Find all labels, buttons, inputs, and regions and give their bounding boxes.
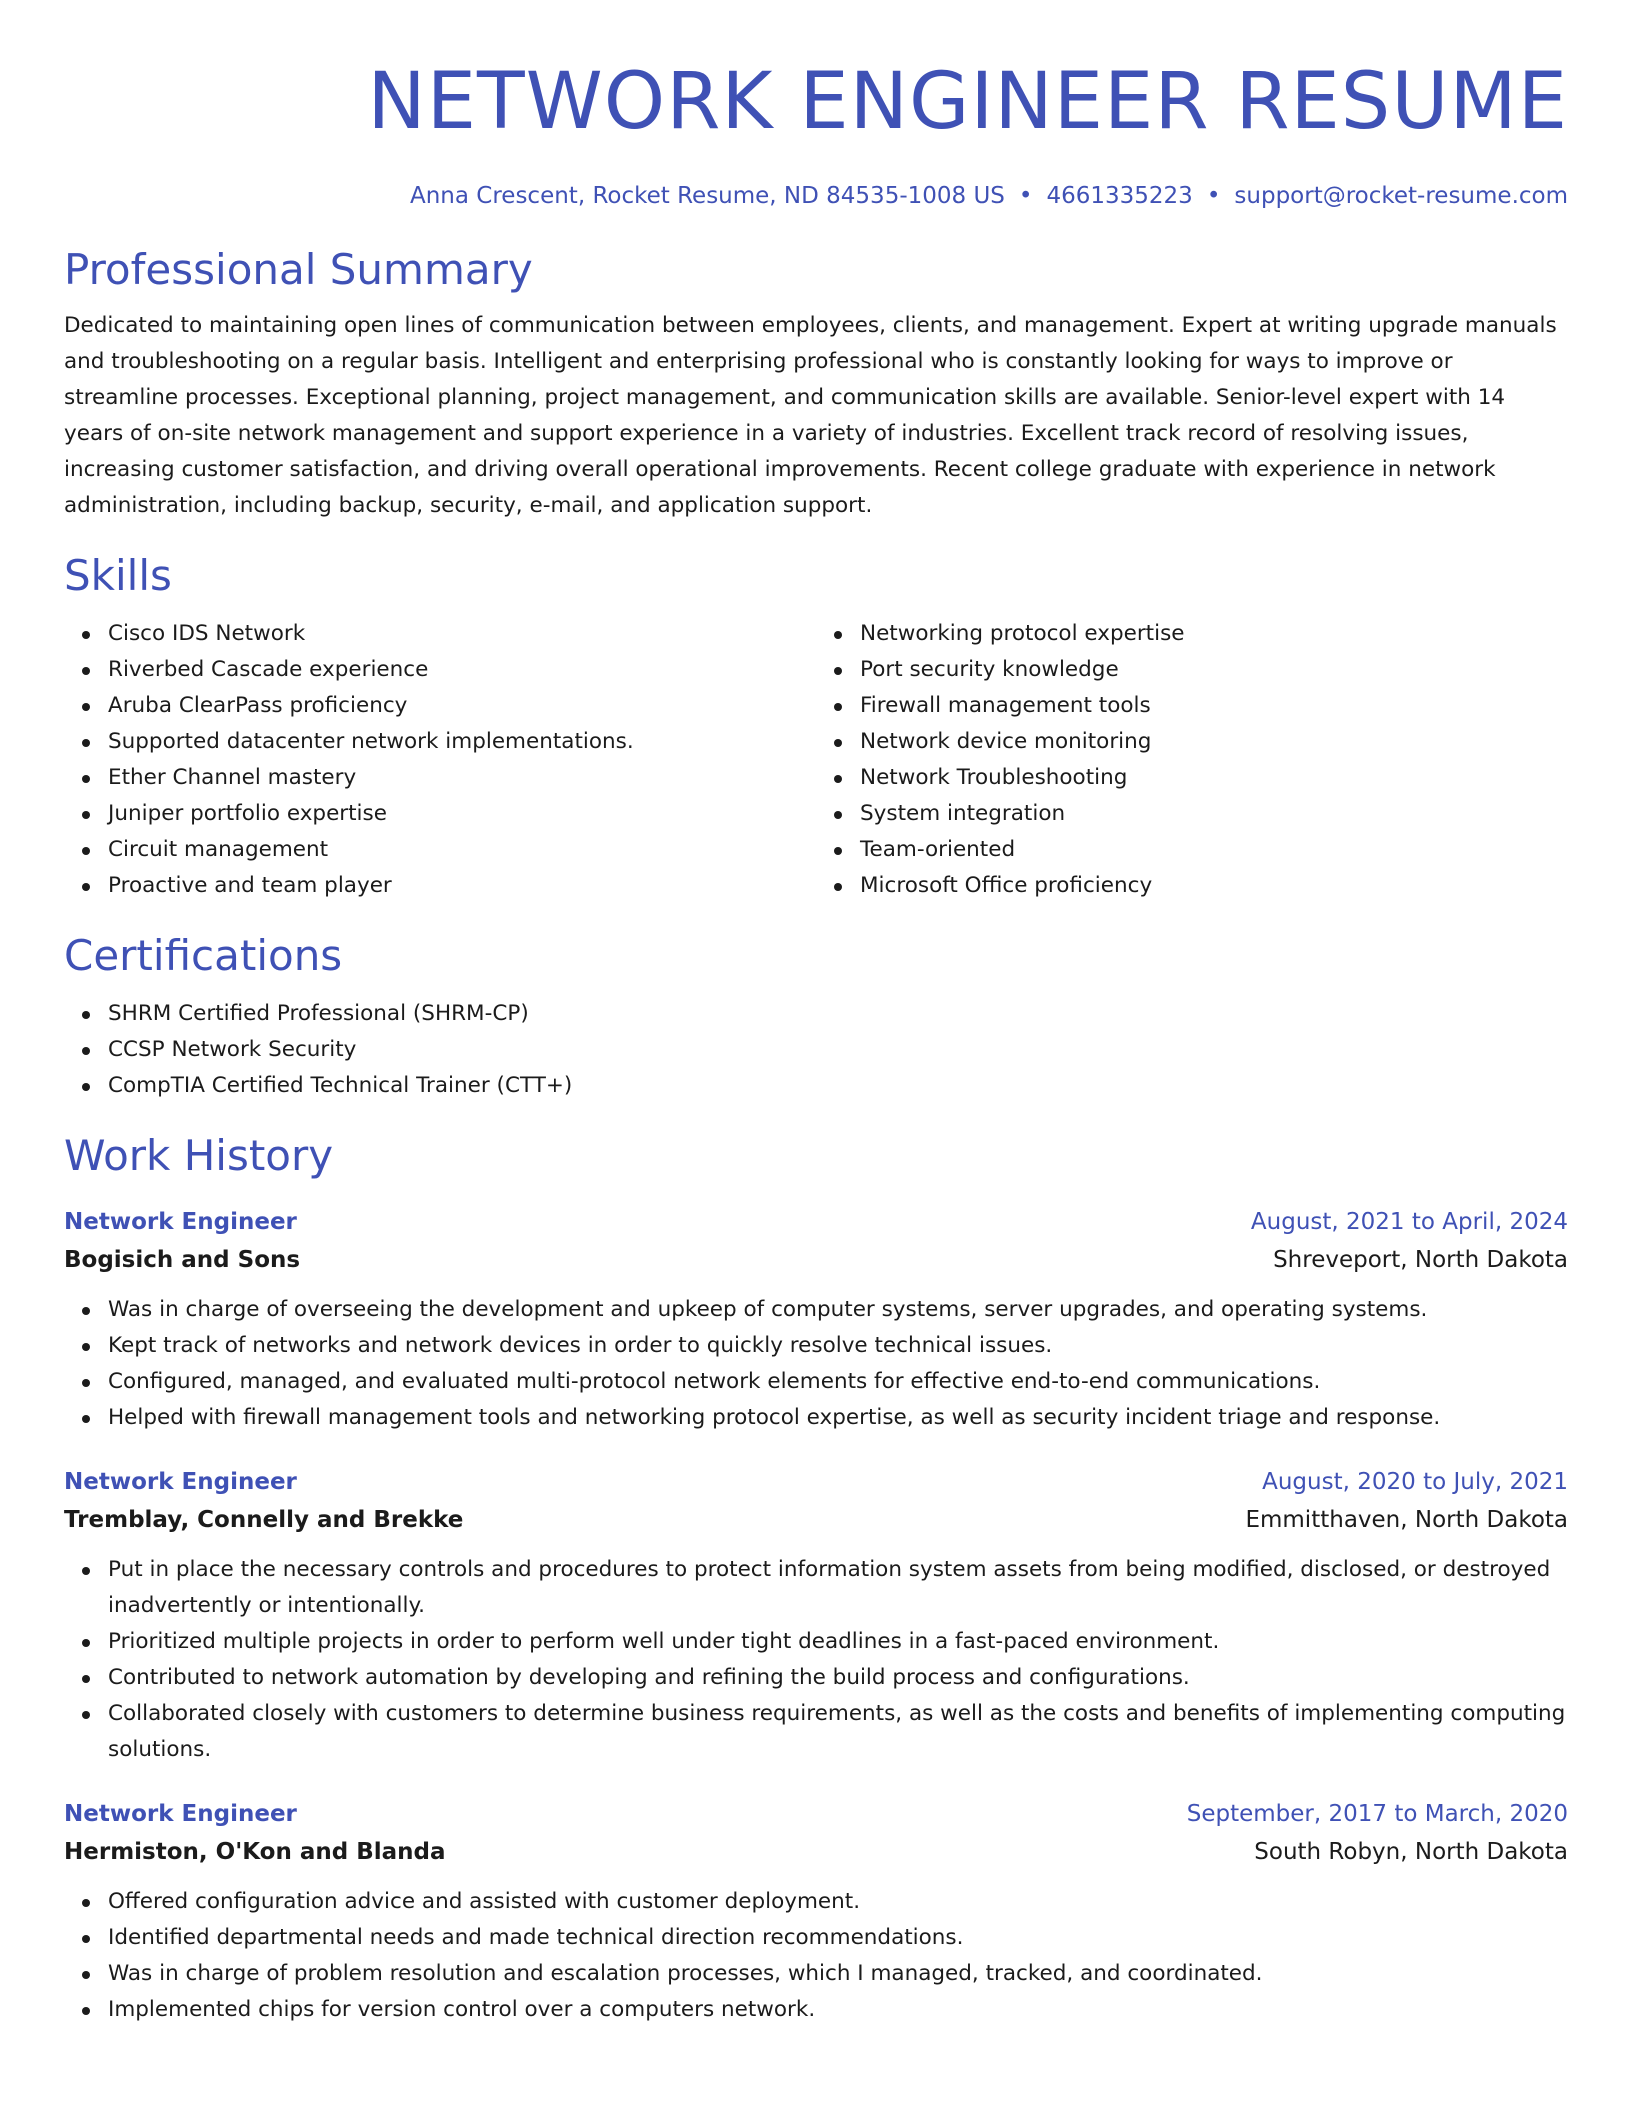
section-title-skills: Skills	[64, 551, 172, 600]
job-header-row	[64, 1204, 1568, 1240]
skills-columns	[64, 616, 1568, 904]
job-header-row	[64, 1796, 1568, 1832]
summary-section	[64, 244, 1568, 524]
section-title-certifications: Certifications	[64, 931, 343, 980]
certification-item: CCSP Network Security	[108, 1032, 1568, 1068]
job-bullet: Collaborated closely with customers to determine business requirements, as well as the costs and benefits of implementing computing solutions.	[108, 1696, 1568, 1768]
job-bullet: Contributed to network automation by developing and refining the build process and configurations.	[108, 1660, 1568, 1696]
contact-line	[64, 180, 1568, 212]
job-position: Network Engineer	[64, 1801, 297, 1827]
job-company: Hermiston, O'Kon and Blanda	[64, 1839, 446, 1865]
contact-email[interactable]: support@rocket-resume.com	[1234, 183, 1568, 209]
skill-item: Ether Channel mastery	[108, 760, 816, 796]
job-entry	[64, 1464, 1568, 1768]
job-bullet: Identified departmental needs and made technical direction recommendations.	[108, 1920, 1568, 1956]
skills-list-left	[64, 616, 816, 904]
job-dates: September, 2017 to March, 2020	[1186, 1801, 1568, 1827]
skill-item: Proactive and team player	[108, 868, 816, 904]
job-location: South Robyn, North Dakota	[1254, 1839, 1568, 1865]
certification-item: SHRM Certified Professional (SHRM-CP)	[108, 996, 1568, 1032]
job-bullet: Offered configuration advice and assisted with customer deployment.	[108, 1884, 1568, 1920]
job-company-row	[64, 1500, 1568, 1540]
job-position: Network Engineer	[64, 1209, 297, 1235]
contact-phone: 4661335223	[1046, 183, 1193, 209]
job-dates: August, 2020 to July, 2021	[1262, 1469, 1568, 1495]
certifications-list	[64, 996, 1568, 1104]
job-bullet: Configured, managed, and evaluated multi-protocol network elements for effective end-to-end communications.	[108, 1364, 1568, 1400]
job-location: Emmitthaven, North Dakota	[1245, 1507, 1568, 1533]
certifications-section	[64, 930, 1568, 1104]
job-company-row	[64, 1240, 1568, 1280]
job-bullet: Helped with firewall management tools and networking protocol expertise, as well as security incident triage and response.	[108, 1400, 1568, 1436]
skill-item: System integration	[860, 796, 1568, 832]
contact-separator: •	[1206, 183, 1221, 209]
work-history-section	[64, 1130, 1568, 2028]
skill-item: Juniper portfolio expertise	[108, 796, 816, 832]
job-bullet: Prioritized multiple projects in order to perform well under tight deadlines in a fast-paced environment.	[108, 1624, 1568, 1660]
job-bullets	[64, 1292, 1568, 1436]
job-entry	[64, 1796, 1568, 2028]
section-title-summary: Professional Summary	[64, 245, 533, 294]
skill-item: Networking protocol expertise	[860, 616, 1568, 652]
job-bullets	[64, 1552, 1568, 1768]
skill-item: Port security knowledge	[860, 652, 1568, 688]
job-bullet: Kept track of networks and network devices in order to quickly resolve technical issues.	[108, 1328, 1568, 1364]
resume-header	[64, 0, 1568, 212]
certification-item: CompTIA Certified Technical Trainer (CTT+)	[108, 1068, 1568, 1104]
job-bullet: Was in charge of problem resolution and escalation processes, which I managed, tracked, and coordinated.	[108, 1956, 1568, 1992]
job-bullets	[64, 1884, 1568, 2028]
job-company: Bogisich and Sons	[64, 1247, 301, 1273]
skill-item: Supported datacenter network implementations.	[108, 724, 816, 760]
skill-item: Microsoft Office proficiency	[860, 868, 1568, 904]
skill-item: Firewall management tools	[860, 688, 1568, 724]
skill-item: Network Troubleshooting	[860, 760, 1568, 796]
contact-address: Anna Crescent, Rocket Resume, ND 84535-1008 US	[410, 183, 1005, 209]
job-position: Network Engineer	[64, 1469, 297, 1495]
skill-item: Cisco IDS Network	[108, 616, 816, 652]
contact-separator: •	[1018, 183, 1033, 209]
job-entry	[64, 1204, 1568, 1436]
section-title-work-history: Work History	[64, 1131, 334, 1180]
job-company: Tremblay, Connelly and Brekke	[64, 1507, 464, 1533]
skill-item: Team-oriented	[860, 832, 1568, 868]
skills-list-right	[816, 616, 1568, 904]
job-bullet: Put in place the necessary controls and procedures to protect information system assets from being modified, disclosed, or destroyed inadvertently or intentionally.	[108, 1552, 1568, 1624]
skill-item: Aruba ClearPass proficiency	[108, 688, 816, 724]
job-company-row	[64, 1832, 1568, 1872]
skill-item: Circuit management	[108, 832, 816, 868]
skill-item: Network device monitoring	[860, 724, 1568, 760]
skills-section	[64, 550, 1568, 904]
job-header-row	[64, 1464, 1568, 1500]
resume-title: NETWORK ENGINEER RESUME	[367, 57, 1568, 147]
summary-text: Dedicated to maintaining open lines of communication between employees, clients, and management. Expert at writing upgrade manuals and troubleshooting on a regular basis. Intelligent and enterprising professional who is constantly looking for ways to improve or streamline processes. Exceptional planning, project management, and communication skills are available. Senior-level expert with 14 years of on-site network management and support experience in a variety of industries. Excellent track record of resolving issues, increasing customer satisfaction, and driving overall operational improvements. Recent college graduate with experience in network administration, including backup, security, e-mail, and application support.	[64, 313, 1557, 518]
job-dates: August, 2021 to April, 2024	[1250, 1209, 1568, 1235]
job-bullet: Implemented chips for version control over a computers network.	[108, 1992, 1568, 2028]
job-bullet: Was in charge of overseeing the development and upkeep of computer systems, server upgrades, and operating systems.	[108, 1292, 1568, 1328]
skill-item: Riverbed Cascade experience	[108, 652, 816, 688]
job-location: Shreveport, North Dakota	[1273, 1247, 1568, 1273]
